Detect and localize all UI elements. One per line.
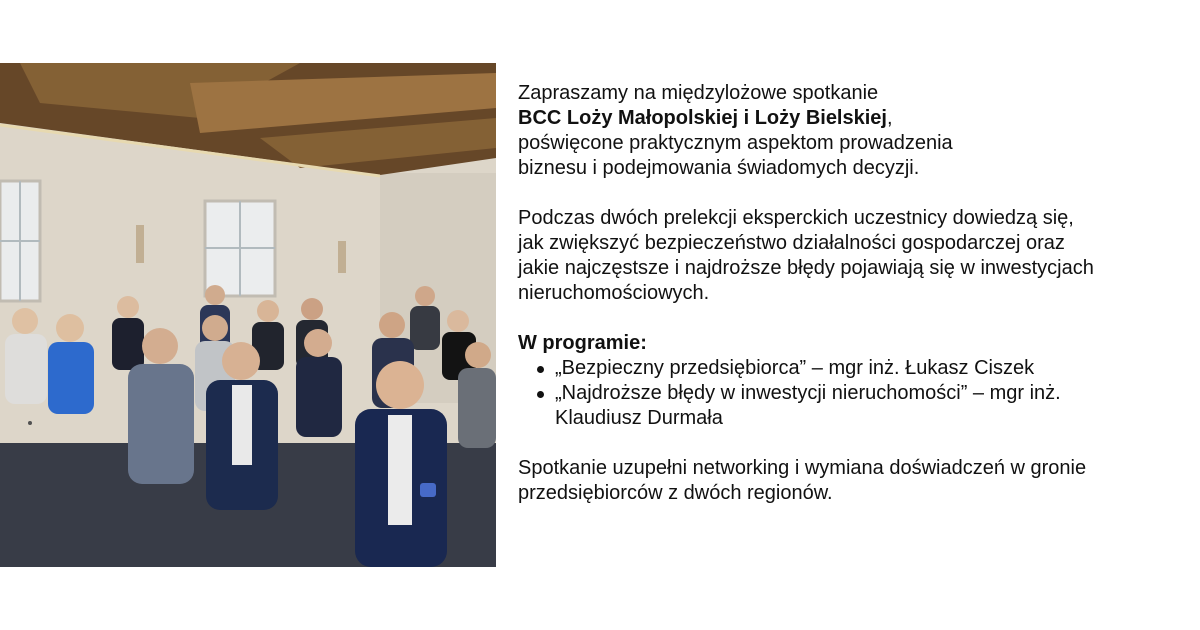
program-heading: W programie: [518,332,647,354]
program-item [518,356,1188,381]
program-item [518,381,1140,431]
closing-line-2: przedsiębiorców z dwóch regionów. [518,482,833,504]
host-suffix: , [886,107,893,129]
event-description [518,81,1188,506]
program-list [518,356,1188,431]
bullet-icon [537,366,544,373]
host-line [518,106,1188,131]
event-audience-photo [0,63,496,567]
topic-line-1: poświęcone praktycznym aspektom prowadzenia [518,132,953,154]
audience-illustration [0,63,496,567]
host-name: BCC Loży Małopolskiej i Loży Bielskiej [518,107,887,129]
closing-line-1: Spotkanie uzupełni networking i wymiana doświadczeń w gronie [518,457,1087,479]
description-line-1: Podczas dwóch prelekcji eksperckich uczestnicy dowiedzą się, [518,207,1074,229]
description-line-2: jak zwiększyć bezpieczeństwo działalności gospodarczej oraz [518,232,1065,254]
description-line-3: jakie najczęstsze i najdroższe błędy pojawiają się w inwestycjach [518,257,1094,279]
topic-line-2: biznesu i podejmowania świadomych decyzji. [518,157,920,179]
bullet-icon [537,391,544,398]
intro-line: Zapraszamy na międzylożowe spotkanie [518,82,879,104]
description-line-4: nieruchomościowych. [518,282,710,304]
program-item-text: „Bezpieczny przedsiębiorca” – mgr inż. Łukasz Ciszek [555,357,1035,379]
program-item-text: „Najdroższe błędy w inwestycji nieruchomości” – mgr inż. Klaudiusz Durmała [555,382,1061,429]
